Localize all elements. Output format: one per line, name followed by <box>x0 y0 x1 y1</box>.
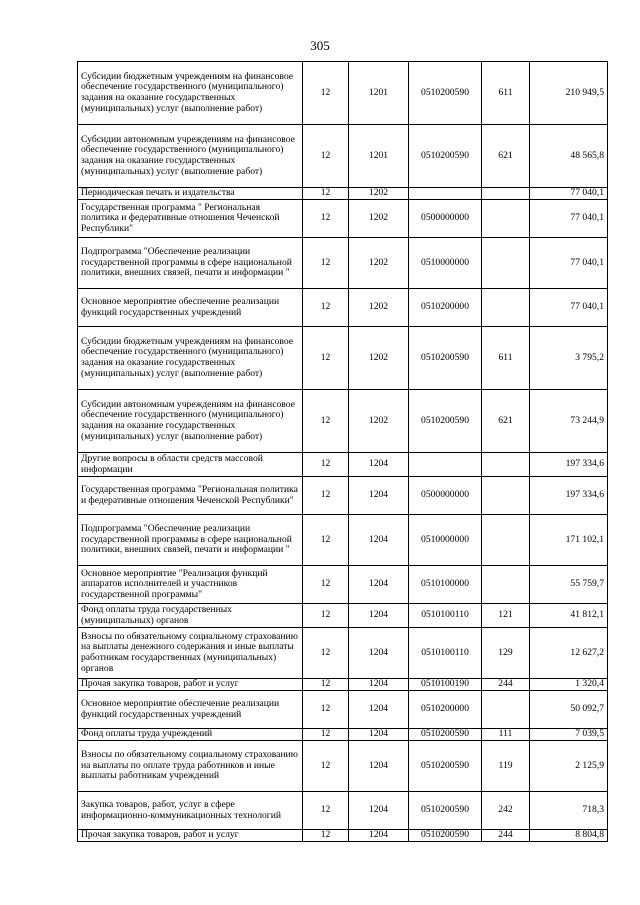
row-amount-cell: 77 040,1 <box>530 238 608 289</box>
row-expense-type-cell: 129 <box>482 628 530 679</box>
row-section-cell: 1204 <box>349 515 409 566</box>
row-expense-type-cell: 119 <box>482 741 530 792</box>
row-section-cell: 1204 <box>349 566 409 604</box>
row-grbs-cell: 12 <box>303 238 349 289</box>
row-section-cell: 1204 <box>349 691 409 729</box>
row-amount-cell: 197 334,6 <box>530 453 608 477</box>
row-name-cell: Закупка товаров, работ, услуг в сфере информационно-коммуникационных технологий <box>78 792 303 830</box>
row-amount-cell: 77 040,1 <box>530 188 608 200</box>
row-name-cell: Фонд оплаты труда учреждений <box>78 729 303 741</box>
table-row <box>78 691 608 729</box>
row-name-cell: Прочая закупка товаров, работ и услуг <box>78 679 303 691</box>
row-target-code-cell: 0510000000 <box>409 515 482 566</box>
row-grbs-cell: 12 <box>303 477 349 515</box>
table-row <box>78 453 608 477</box>
row-amount-cell: 55 759,7 <box>530 566 608 604</box>
row-target-code-cell: 0510200590 <box>409 792 482 830</box>
row-amount-cell: 3 795,2 <box>530 327 608 390</box>
row-section-cell: 1204 <box>349 679 409 691</box>
row-section-cell: 1202 <box>349 238 409 289</box>
row-grbs-cell: 12 <box>303 792 349 830</box>
row-name-cell: Взносы по обязательному социальному страхованию на выплаты по оплате труда работников и иные выплаты работникам учреждений <box>78 741 303 792</box>
row-expense-type-cell <box>482 289 530 327</box>
row-section-cell: 1204 <box>349 830 409 842</box>
row-expense-type-cell <box>482 691 530 729</box>
row-target-code-cell: 0510100000 <box>409 566 482 604</box>
row-target-code-cell: 0500000000 <box>409 200 482 238</box>
row-section-cell: 1202 <box>349 327 409 390</box>
row-target-code-cell: 0510200590 <box>409 62 482 125</box>
row-amount-cell: 77 040,1 <box>530 289 608 327</box>
row-grbs-cell: 12 <box>303 125 349 188</box>
row-section-cell: 1204 <box>349 729 409 741</box>
table-row <box>78 188 608 200</box>
table-row <box>78 327 608 390</box>
row-section-cell: 1201 <box>349 125 409 188</box>
row-section-cell: 1204 <box>349 792 409 830</box>
row-amount-cell: 12 627,2 <box>530 628 608 679</box>
row-amount-cell: 2 125,9 <box>530 741 608 792</box>
row-name-cell: Субсидии бюджетным учреждениям на финансовое обеспечение государственного (муниципального) задания на оказание государственных (муниципальных) услуг (выполнение работ) <box>78 62 303 125</box>
row-name-cell: Субсидии автономным учреждениям на финансовое обеспечение государственного (муниципального) задания на оказание государственных (муниципальных) услуг (выполнение работ) <box>78 125 303 188</box>
table-row <box>78 289 608 327</box>
table-row <box>78 729 608 741</box>
table-row <box>78 628 608 679</box>
table-row <box>78 792 608 830</box>
row-target-code-cell: 0510200000 <box>409 691 482 729</box>
row-grbs-cell: 12 <box>303 830 349 842</box>
row-expense-type-cell <box>482 238 530 289</box>
row-expense-type-cell <box>482 200 530 238</box>
table-row <box>78 515 608 566</box>
row-target-code-cell: 0510100110 <box>409 628 482 679</box>
row-target-code-cell: 0510200590 <box>409 741 482 792</box>
row-section-cell: 1204 <box>349 604 409 628</box>
row-name-cell: Взносы по обязательному социальному страхованию на выплаты денежного содержания и иные выплаты работникам государственных (муниципальных) органов <box>78 628 303 679</box>
row-expense-type-cell: 621 <box>482 125 530 188</box>
table-row <box>78 238 608 289</box>
row-amount-cell: 50 092,7 <box>530 691 608 729</box>
row-name-cell: Государственная программа "Региональная политика и федеративные отношения Чеченской Республики" <box>78 477 303 515</box>
row-name-cell: Государственная программа " Региональная политика и федеративные отношения Чеченской Республики" <box>78 200 303 238</box>
row-target-code-cell <box>409 188 482 200</box>
row-section-cell: 1202 <box>349 188 409 200</box>
row-section-cell: 1204 <box>349 741 409 792</box>
table-row <box>78 604 608 628</box>
row-grbs-cell: 12 <box>303 289 349 327</box>
row-target-code-cell <box>409 453 482 477</box>
row-expense-type-cell: 611 <box>482 62 530 125</box>
row-expense-type-cell: 121 <box>482 604 530 628</box>
row-expense-type-cell: 611 <box>482 327 530 390</box>
row-amount-cell: 48 565,8 <box>530 125 608 188</box>
table-row <box>78 477 608 515</box>
row-grbs-cell: 12 <box>303 566 349 604</box>
row-section-cell: 1204 <box>349 628 409 679</box>
row-section-cell: 1204 <box>349 453 409 477</box>
row-grbs-cell: 12 <box>303 188 349 200</box>
row-expense-type-cell <box>482 477 530 515</box>
row-expense-type-cell: 111 <box>482 729 530 741</box>
row-target-code-cell: 0510200590 <box>409 327 482 390</box>
row-grbs-cell: 12 <box>303 200 349 238</box>
row-grbs-cell: 12 <box>303 453 349 477</box>
row-target-code-cell: 0510200590 <box>409 125 482 188</box>
row-amount-cell: 7 039,5 <box>530 729 608 741</box>
row-amount-cell: 41 812,1 <box>530 604 608 628</box>
row-name-cell: Основное мероприятие обеспечение реализации функций государственных учреждений <box>78 691 303 729</box>
row-name-cell: Фонд оплаты труда государственных (муниципальных) органов <box>78 604 303 628</box>
row-expense-type-cell <box>482 566 530 604</box>
row-name-cell: Другие вопросы в области средств массовой информации <box>78 453 303 477</box>
page-number: 305 <box>310 38 330 53</box>
row-name-cell: Подпрограмма "Обеспечение реализации государственной программы в сфере национальной политики, внешних связей, печати и информации " <box>78 515 303 566</box>
row-name-cell: Периодическая печать и издательства <box>78 188 303 200</box>
row-amount-cell: 77 040,1 <box>530 200 608 238</box>
row-amount-cell: 197 334,6 <box>530 477 608 515</box>
budget-table <box>77 61 608 842</box>
row-target-code-cell: 0510200590 <box>409 390 482 453</box>
table-row <box>78 741 608 792</box>
row-section-cell: 1202 <box>349 200 409 238</box>
row-name-cell: Основное мероприятие "Реализация функций аппаратов исполнителей и участников государственной программы" <box>78 566 303 604</box>
row-name-cell: Субсидии автономным учреждениям на финансовое обеспечение государственного (муниципального) задания на оказание государственных (муниципальных) услуг (выполнение работ) <box>78 390 303 453</box>
row-expense-type-cell <box>482 515 530 566</box>
row-amount-cell: 718,3 <box>530 792 608 830</box>
row-expense-type-cell: 621 <box>482 390 530 453</box>
row-amount-cell: 171 102,1 <box>530 515 608 566</box>
row-grbs-cell: 12 <box>303 691 349 729</box>
table-row <box>78 566 608 604</box>
row-section-cell: 1201 <box>349 62 409 125</box>
row-name-cell: Субсидии бюджетным учреждениям на финансовое обеспечение государственного (муниципального) задания на оказание государственных (муниципальных) услуг (выполнение работ) <box>78 327 303 390</box>
row-grbs-cell: 12 <box>303 327 349 390</box>
row-section-cell: 1202 <box>349 390 409 453</box>
table-row <box>78 830 608 842</box>
row-expense-type-cell <box>482 188 530 200</box>
row-amount-cell: 8 804,8 <box>530 830 608 842</box>
table-row <box>78 200 608 238</box>
table-row <box>78 679 608 691</box>
row-target-code-cell: 0500000000 <box>409 477 482 515</box>
row-name-cell: Прочая закупка товаров, работ и услуг <box>78 830 303 842</box>
budget-table-body <box>78 62 608 842</box>
row-expense-type-cell: 242 <box>482 792 530 830</box>
row-grbs-cell: 12 <box>303 679 349 691</box>
table-row <box>78 125 608 188</box>
row-expense-type-cell: 244 <box>482 679 530 691</box>
row-target-code-cell: 0510100190 <box>409 679 482 691</box>
row-grbs-cell: 12 <box>303 741 349 792</box>
row-target-code-cell: 0510000000 <box>409 238 482 289</box>
row-name-cell: Подпрограмма "Обеспечение реализации государственной программы в сфере национальной политики, внешних связей, печати и информации " <box>78 238 303 289</box>
row-expense-type-cell <box>482 453 530 477</box>
row-grbs-cell: 12 <box>303 515 349 566</box>
table-row <box>78 390 608 453</box>
row-grbs-cell: 12 <box>303 390 349 453</box>
row-section-cell: 1202 <box>349 289 409 327</box>
row-amount-cell: 73 244,9 <box>530 390 608 453</box>
row-grbs-cell: 12 <box>303 628 349 679</box>
row-name-cell: Основное мероприятие обеспечение реализации функций государственных учреждений <box>78 289 303 327</box>
row-expense-type-cell: 244 <box>482 830 530 842</box>
row-target-code-cell: 0510100110 <box>409 604 482 628</box>
row-grbs-cell: 12 <box>303 62 349 125</box>
row-amount-cell: 210 949,5 <box>530 62 608 125</box>
row-target-code-cell: 0510200590 <box>409 729 482 741</box>
row-target-code-cell: 0510200590 <box>409 830 482 842</box>
row-target-code-cell: 0510200000 <box>409 289 482 327</box>
row-grbs-cell: 12 <box>303 604 349 628</box>
row-amount-cell: 1 320,4 <box>530 679 608 691</box>
row-section-cell: 1204 <box>349 477 409 515</box>
row-grbs-cell: 12 <box>303 729 349 741</box>
table-row <box>78 62 608 125</box>
